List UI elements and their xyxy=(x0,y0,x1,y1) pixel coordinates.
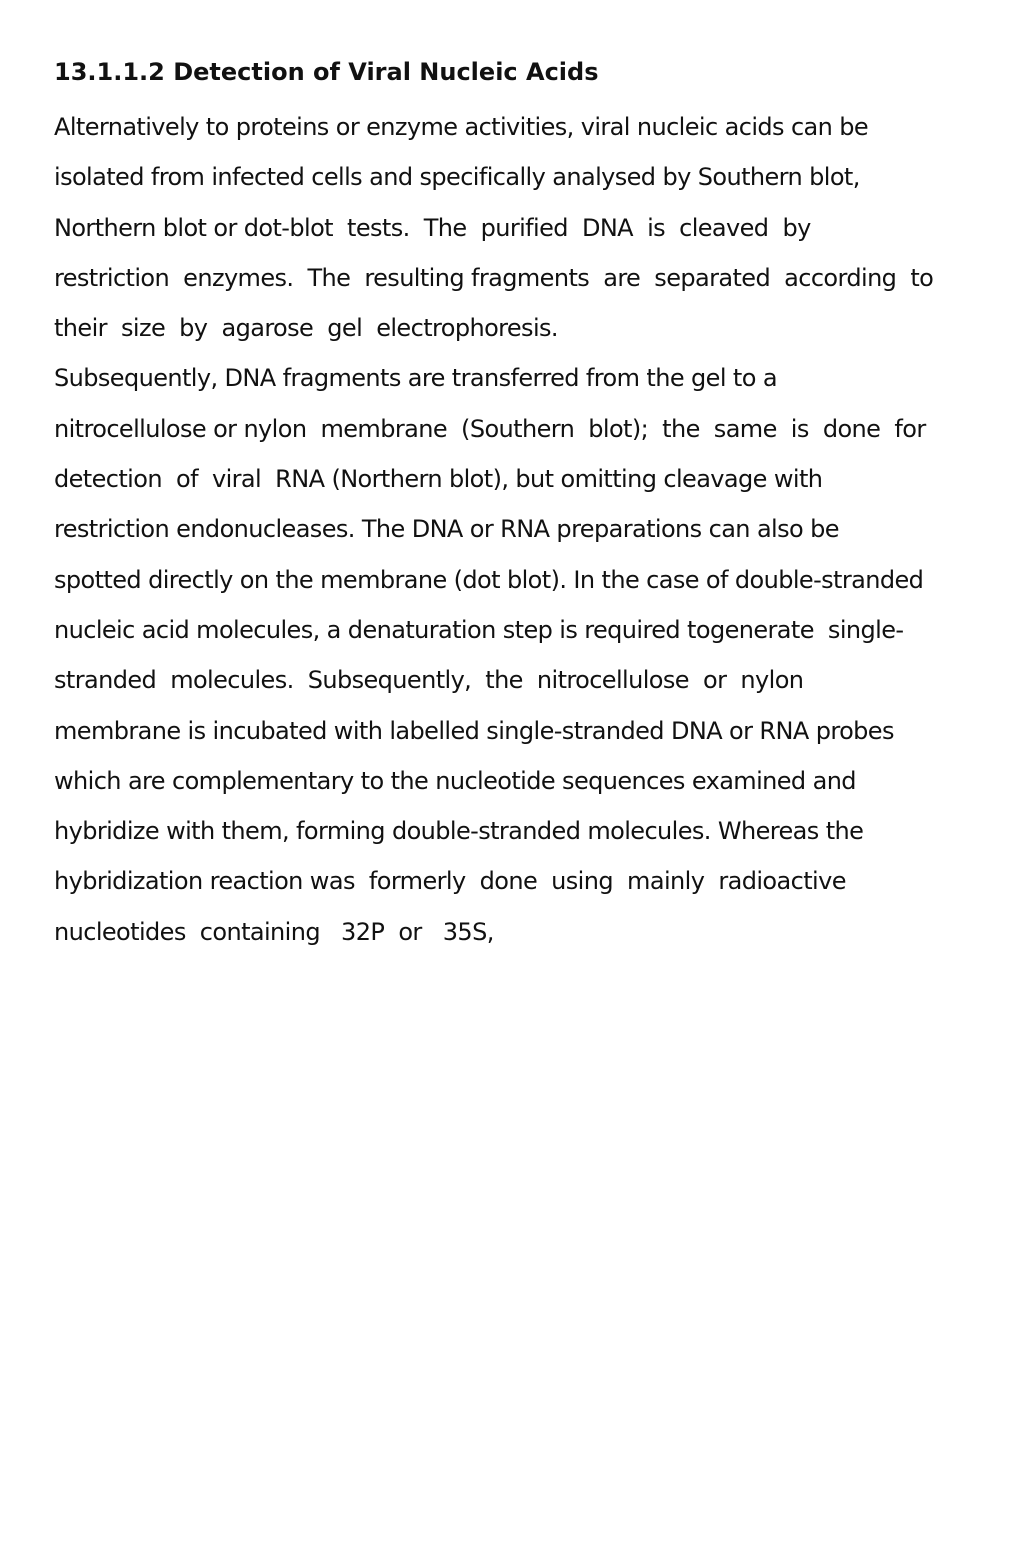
text-line: nitrocellulose or nylon membrane (Southern blot); the same is done for xyxy=(54,414,926,443)
text-line: which are complementary to the nucleotide sequences examined and xyxy=(54,766,856,795)
section-heading: 13.1.1.2 Detection of Viral Nucleic Acids xyxy=(54,58,599,86)
text-line: their size by agarose gel electrophoresis. xyxy=(54,314,558,343)
text-line: restriction endonucleases. The DNA or RNA preparations can also be xyxy=(54,515,839,544)
text-line: nucleotides containing 32P or 35S, xyxy=(54,917,494,946)
text-line: stranded molecules. Subsequently, the nitrocellulose or nylon xyxy=(54,666,804,695)
text-line: membrane is incubated with labelled single-stranded DNA or RNA probes xyxy=(54,716,894,745)
text-line: restriction enzymes. The resulting fragments are separated according to xyxy=(54,263,934,292)
text-line: detection of viral RNA (Northern blot), but omitting cleavage with xyxy=(54,465,823,494)
text-line: spotted directly on the membrane (dot blot). In the case of double-stranded xyxy=(54,565,924,594)
text-line: Northern blot or dot-blot tests. The purified DNA is cleaved by xyxy=(54,213,811,242)
text-line: hybridize with them, forming double-stranded molecules. Whereas the xyxy=(54,817,864,846)
document-page xyxy=(54,52,989,957)
body-text xyxy=(54,102,989,957)
text-line: hybridization reaction was formerly done using mainly radioactive xyxy=(54,867,846,896)
text-line: isolated from infected cells and specifically analysed by Southern blot, xyxy=(54,163,860,192)
text-line: nucleic acid molecules, a denaturation step is required togenerate single- xyxy=(54,615,904,644)
text-line: Subsequently, DNA fragments are transferred from the gel to a xyxy=(54,364,777,393)
text-line: Alternatively to proteins or enzyme activities, viral nucleic acids can be xyxy=(54,113,869,141)
